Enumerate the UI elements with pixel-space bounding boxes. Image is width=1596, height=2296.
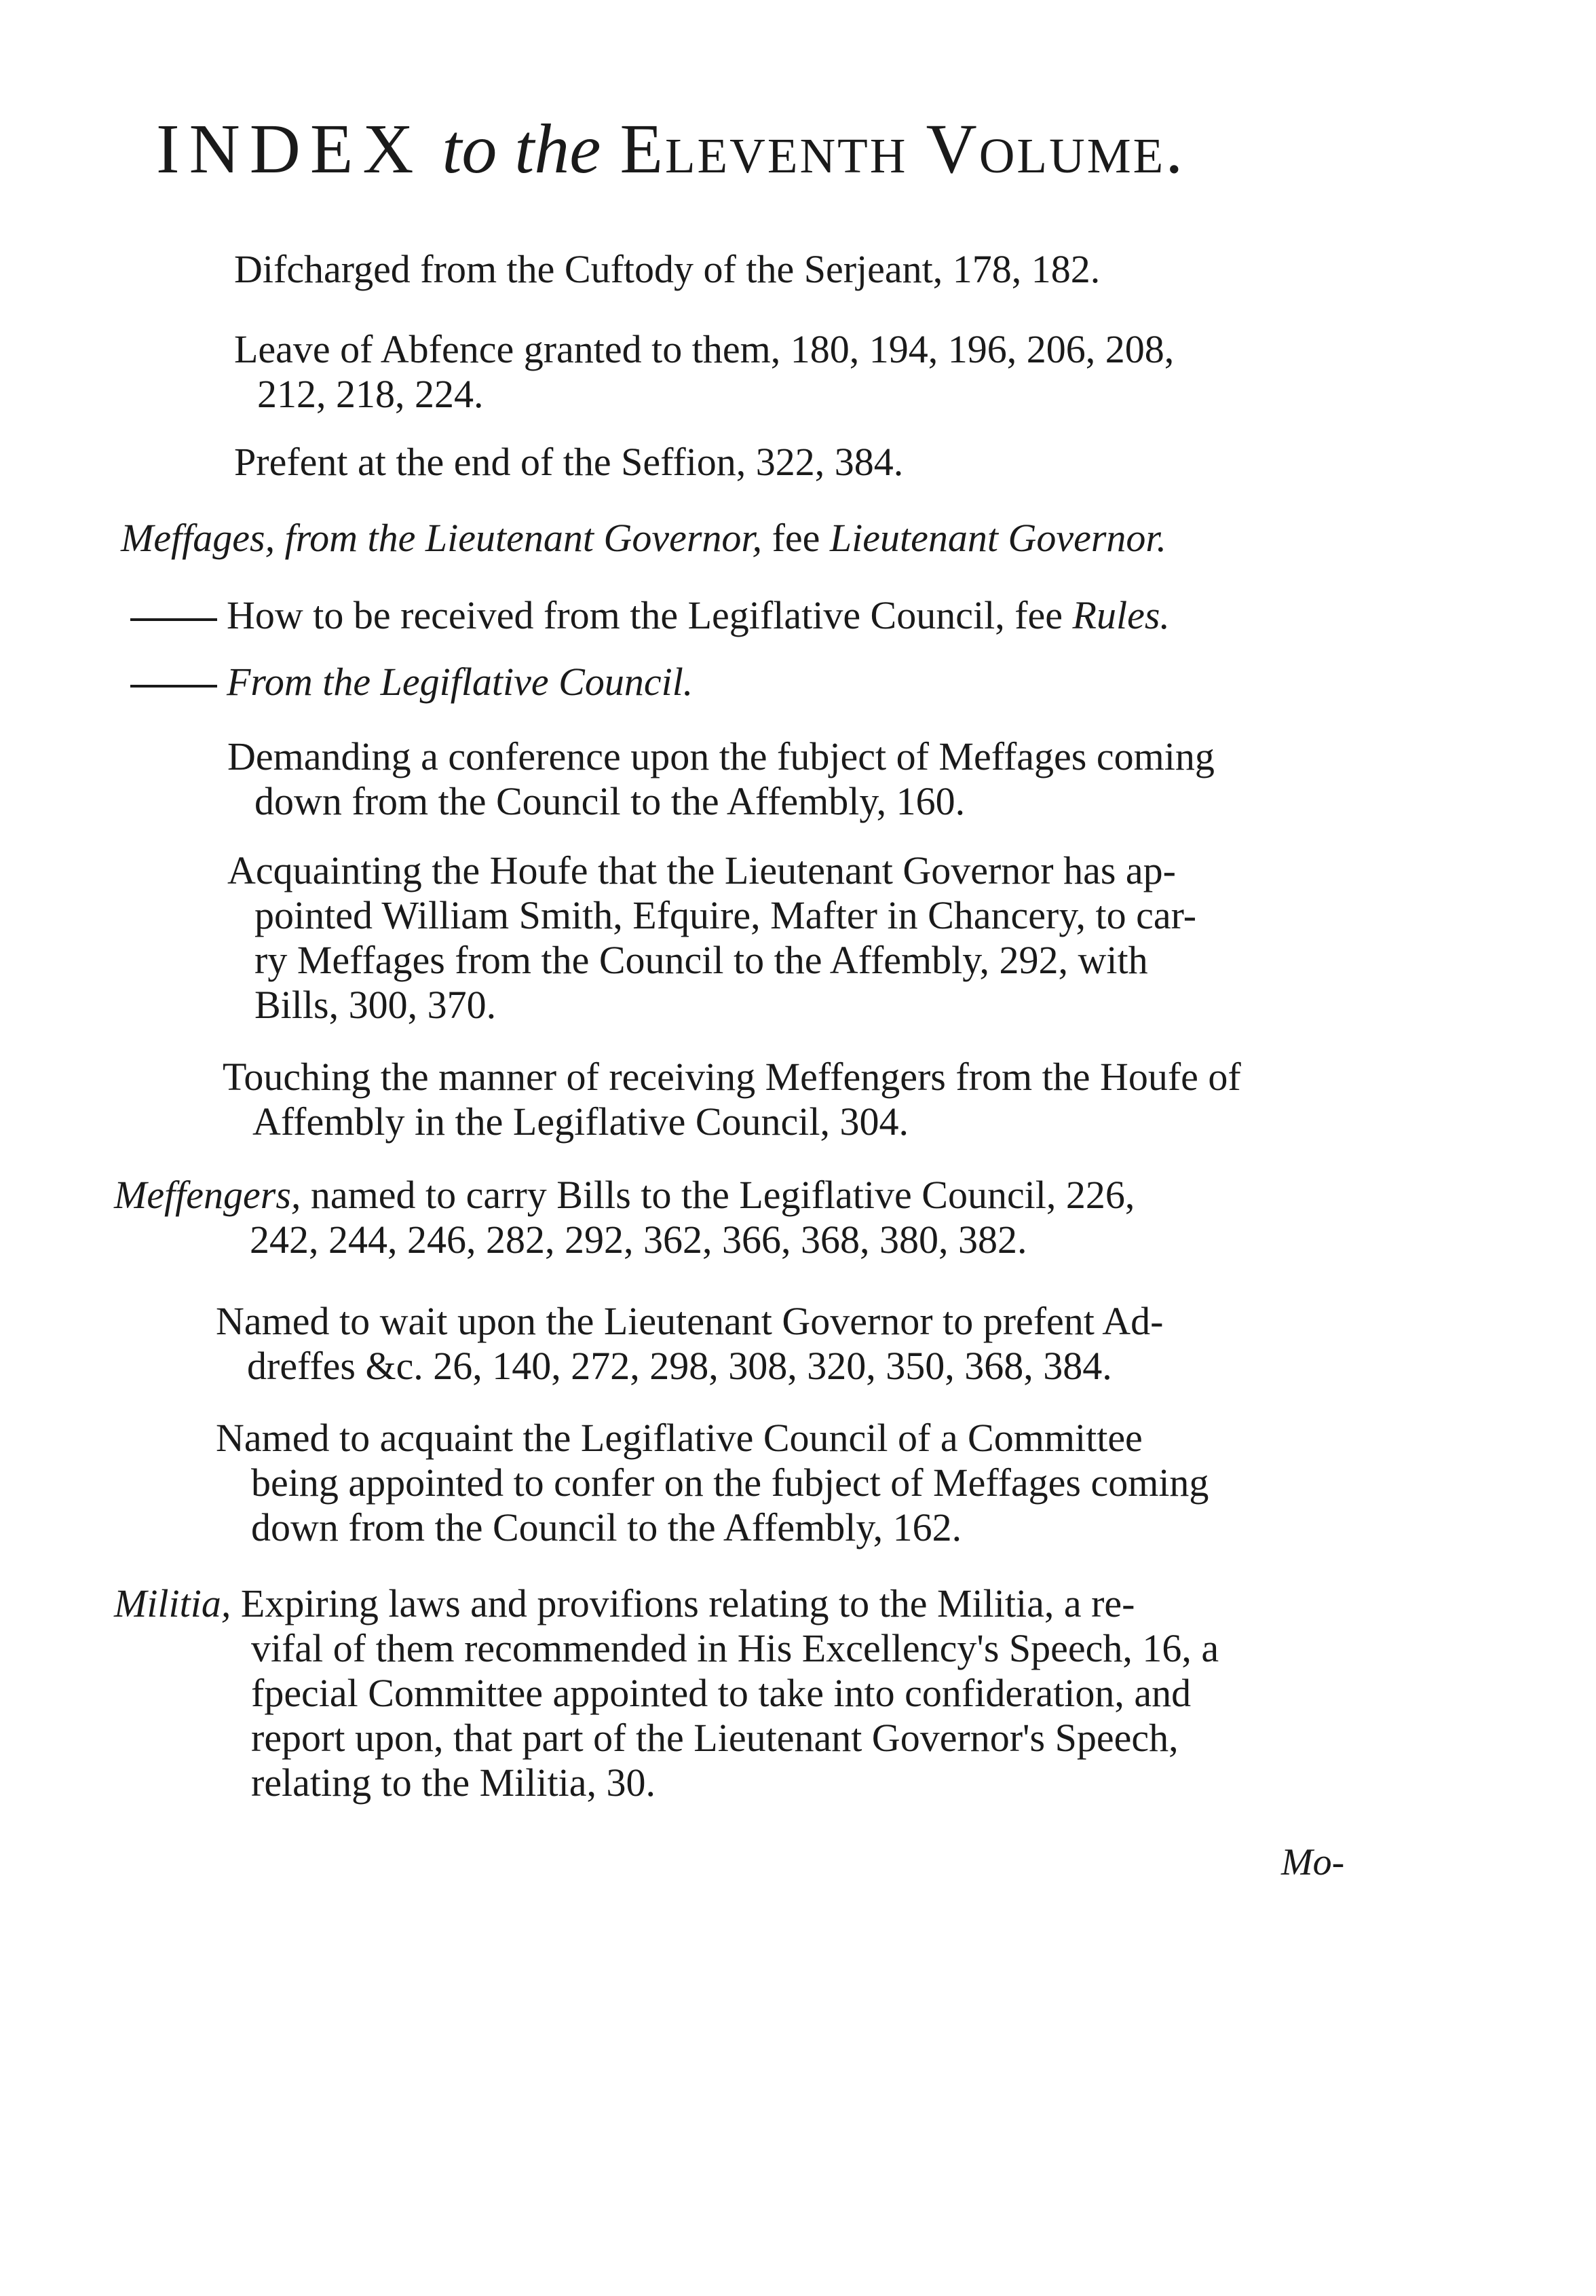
entry-text: How to be received from the Legiflative Council, fee <box>227 593 1073 637</box>
entry-heading: Meffengers, <box>114 1173 301 1217</box>
header-index: INDEX <box>156 110 423 188</box>
entry-heading: Militia, <box>114 1581 231 1625</box>
page-header <box>156 109 1445 189</box>
em-dash-rule <box>130 618 217 621</box>
entry-line: 242, 244, 246, 282, 292, 362, 366, 368, 380, 382. <box>250 1218 1027 1262</box>
entry-line: Touching the manner of receiving Meffengers from the Houfe of <box>223 1055 1241 1099</box>
entry-line: Affembly in the Legiflative Council, 304. <box>252 1099 909 1144</box>
entry-line: Bills, 300, 370. <box>254 983 497 1027</box>
entry-line: relating to the Militia, 30. <box>251 1761 656 1805</box>
entry-line: 212, 218, 224. <box>257 372 484 416</box>
index-entry-messengers <box>114 1173 1135 1262</box>
index-entry-named-to-acquaint <box>216 1416 1209 1550</box>
entry-line: vifal of them recommended in His Excellency's Speech, 16, a <box>251 1626 1219 1670</box>
index-entry-messages <box>121 516 1166 561</box>
entry-subheading: From the Legiflative Council. <box>227 660 694 704</box>
index-entry-militia <box>114 1581 1219 1805</box>
entry-text: Expiring laws and provifions relating to the Militia, a re- <box>231 1581 1135 1625</box>
entry-cross-reference: Lieutenant Governor. <box>829 516 1167 560</box>
header-volume: Eleventh Volume. <box>620 110 1185 188</box>
entry-line: pointed William Smith, Efquire, Mafter in Chancery, to car- <box>254 893 1197 937</box>
catchword: Mo- <box>1281 1841 1345 1883</box>
entry-line: report upon, that part of the Lieutenant Governor's Speech, <box>251 1716 1179 1760</box>
index-entry-present <box>234 440 903 485</box>
entry-line: Leave of Abfence granted to them, 180, 194, 196, 206, 208, <box>234 327 1175 371</box>
index-entry-demanding-conference <box>227 734 1215 824</box>
entry-line: down from the Council to the Affembly, 160. <box>254 779 966 823</box>
entry-text: named to carry Bills to the Legiflative Council, 226, <box>301 1173 1135 1217</box>
entry-heading: Meffages, from the Lieutenant Governor, <box>121 516 763 560</box>
index-entry-acquainting-house <box>227 848 1196 1028</box>
entry-line: fpecial Committee appointed to take into confideration, and <box>251 1671 1192 1715</box>
header-to-the: to the <box>442 110 601 188</box>
entry-line: Named to acquaint the Legiflative Council of a Committee <box>216 1416 1143 1460</box>
index-entry-from-council <box>130 660 693 704</box>
index-entry-discharged <box>234 247 1100 292</box>
index-entry-named-to-wait <box>216 1299 1163 1389</box>
entry-line: Acquainting the Houfe that the Lieutenant Governor has ap- <box>227 848 1176 892</box>
entry-line: Demanding a conference upon the fubject of Meffages coming <box>227 734 1215 778</box>
index-entry-touching-manner <box>223 1055 1241 1144</box>
entry-line: Named to wait upon the Lieutenant Governor to prefent Ad- <box>216 1299 1164 1343</box>
em-dash-rule <box>130 685 217 688</box>
entry-line: ry Meffages from the Council to the Affembly, 292, with <box>254 938 1148 982</box>
entry-line: dreffes &c. 26, 140, 272, 298, 308, 320, 350, 368, 384. <box>247 1344 1112 1388</box>
entry-line: down from the Council to the Affembly, 162. <box>251 1505 962 1549</box>
entry-line: being appointed to confer on the fubject of Meffages coming <box>251 1461 1209 1505</box>
index-entry-leave-of-absence <box>234 327 1174 417</box>
entry-text: fee <box>762 516 830 560</box>
entry-cross-reference: Rules. <box>1072 593 1170 637</box>
index-entry-how-received <box>130 593 1170 638</box>
entry-line: Prefent at the end of the Seffion, 322, 384. <box>234 440 904 484</box>
entry-line: Difcharged from the Cuftody of the Serjeant, 178, 182. <box>234 247 1101 291</box>
